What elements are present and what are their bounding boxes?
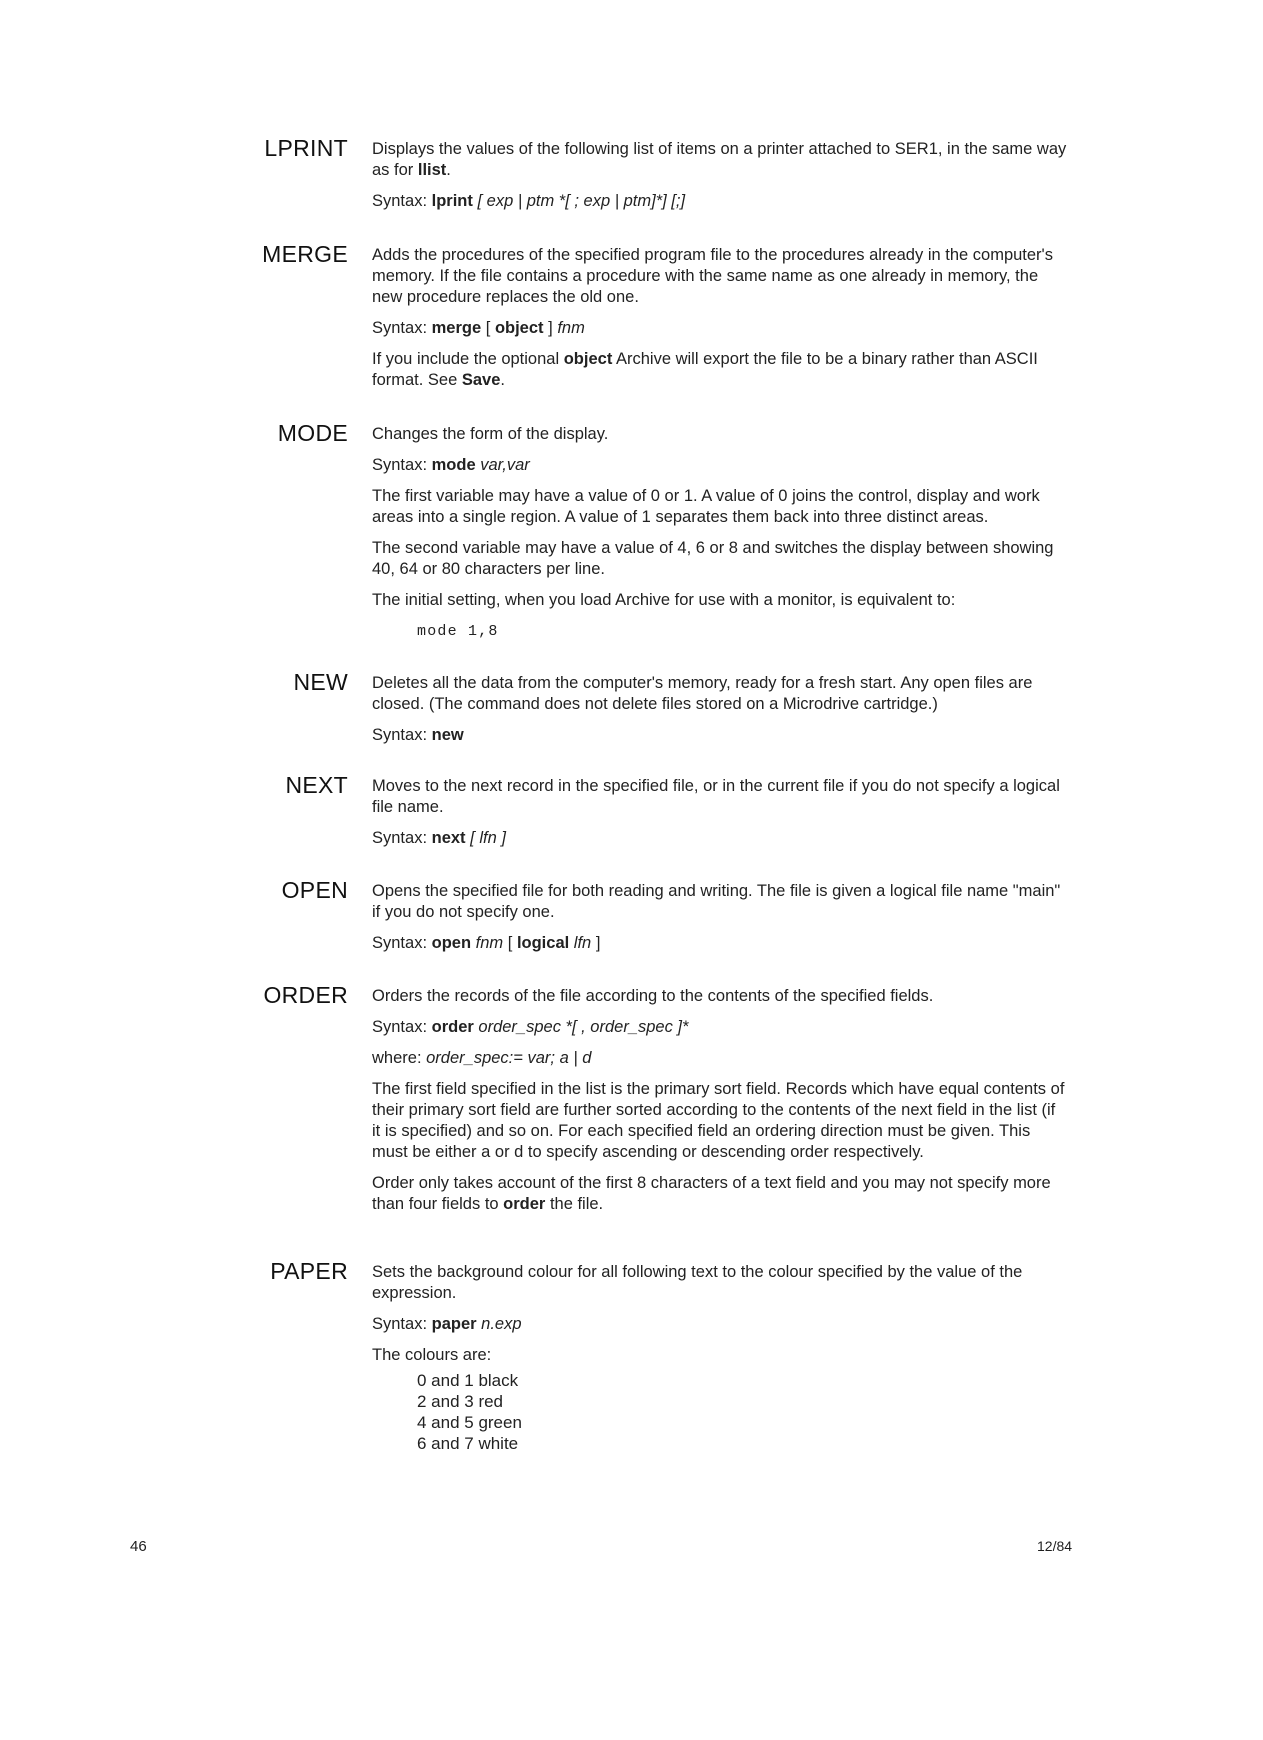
- colour-item: 2 and 3 red: [417, 1392, 504, 1411]
- description-text: the file.: [545, 1195, 604, 1213]
- syntax-line: [372, 1017, 1067, 1038]
- term-description: [372, 776, 1067, 859]
- syntax-args: fnm: [557, 319, 585, 337]
- term-description: [372, 673, 1067, 756]
- term-heading: MERGE: [262, 241, 348, 267]
- term-description: [372, 881, 1067, 964]
- description-text: The initial setting, when you load Archive for use with a monitor, is equivalent to:: [372, 591, 956, 609]
- colours-intro: The colours are:: [372, 1346, 492, 1364]
- syntax-label: Syntax:: [372, 934, 428, 952]
- description-text: Moves to the next record in the specified file, or in the current file if you do not specify a logical file name.: [372, 777, 1060, 816]
- syntax-bracket: ]: [548, 319, 553, 337]
- page-number: 46: [130, 1538, 147, 1555]
- description-text: Opens the specified file for both reading and writing. The file is given a logical file name "main" if you do not specify one.: [372, 882, 1061, 921]
- term-description: [372, 1262, 1067, 1454]
- syntax-label: Syntax:: [372, 319, 428, 337]
- syntax-args: n.exp: [481, 1315, 522, 1333]
- syntax-keyword: logical: [516, 934, 570, 952]
- term-description: [372, 986, 1067, 1225]
- syntax-args: order_spec *[ , order_spec ]*: [478, 1018, 689, 1036]
- syntax-label: where:: [372, 1049, 422, 1067]
- description-text: The first variable may have a value of 0 or 1. A value of 0 joins the control, display and work areas into a single region. A value of 1 separates them back into three distinct areas.: [372, 487, 1040, 526]
- term-description: [372, 139, 1067, 222]
- syntax-args: [ lfn ]: [470, 829, 506, 847]
- colour-item: 0 and 1 black: [417, 1371, 519, 1390]
- syntax-keyword: object: [494, 319, 544, 337]
- syntax-bracket: ]: [595, 934, 601, 952]
- footer-date: 12/84: [1037, 1538, 1073, 1554]
- syntax-line: [372, 933, 1067, 954]
- term-heading: MODE: [277, 420, 348, 446]
- where-line: [372, 1048, 1067, 1069]
- syntax-label: Syntax:: [372, 1018, 428, 1036]
- term-heading: NEXT: [285, 772, 348, 798]
- syntax-args: lfn: [573, 934, 592, 952]
- syntax-label: Syntax:: [372, 456, 428, 474]
- description-text: .: [500, 371, 506, 389]
- syntax-line: [372, 191, 1067, 212]
- keyword: Save: [461, 371, 501, 389]
- description-text: .: [446, 161, 451, 179]
- syntax-keyword: new: [431, 726, 464, 744]
- syntax-keyword: merge: [431, 319, 482, 337]
- syntax-keyword: mode: [431, 456, 476, 474]
- syntax-args: var,var: [480, 456, 530, 474]
- syntax-label: Syntax:: [372, 726, 428, 744]
- description-text: Deletes all the data from the computer's memory, ready for a fresh start. Any open files are closed. (The command does not delete files stored on a Microdrive cartridge.): [372, 674, 1033, 713]
- description-text: The second variable may have a value of 4, 6 or 8 and switches the display between showing 40, 64 or 80 characters per line.: [372, 539, 1054, 578]
- term-heading: OPEN: [281, 877, 348, 903]
- term-heading: NEW: [293, 669, 348, 695]
- colour-item: 4 and 5 green: [417, 1413, 522, 1432]
- description-text: If you include the optional: [372, 350, 564, 368]
- syntax-line: [372, 828, 1067, 849]
- syntax-line: [372, 725, 1067, 746]
- term-heading: PAPER: [270, 1258, 348, 1284]
- description-text: The first field specified in the list is the primary sort field. Records which have equal contents of their primary sort field are further sorted according to the contents of the next field in the list (if it is specified) and so on. For each specified field an ordering direction must be given. This must be either a or d to specify ascending or descending order respectively.: [372, 1080, 1065, 1161]
- term-description: [372, 424, 1067, 642]
- description-text: Orders the records of the file according to the contents of the specified fields.: [372, 987, 934, 1005]
- syntax-line: [372, 318, 1067, 339]
- colours-list: [417, 1370, 1067, 1454]
- term-heading: ORDER: [263, 982, 348, 1008]
- syntax-label: Syntax:: [372, 829, 428, 847]
- syntax-keyword: order: [431, 1018, 474, 1036]
- term-description: [372, 245, 1067, 401]
- syntax-label: Syntax:: [372, 192, 428, 210]
- keyword: order: [503, 1195, 546, 1213]
- syntax-keyword: next: [431, 829, 466, 847]
- keyword: object: [563, 350, 613, 368]
- syntax-keyword: open: [431, 934, 472, 952]
- syntax-keyword: paper: [431, 1315, 477, 1333]
- syntax-line: [372, 455, 1067, 476]
- description-text: Displays the values of the following list of items on a printer attached to SER1, in the same way as for: [372, 140, 1067, 179]
- description-text: Adds the procedures of the specified program file to the procedures already in the computer's memory. If the file contains a procedure with the same name as one already in memory, the new procedure replaces the old one.: [372, 246, 1053, 306]
- description-text: Sets the background colour for all following text to the colour specified by the value of the expression.: [372, 1263, 1023, 1302]
- description-text: Changes the form of the display.: [372, 425, 609, 443]
- description-text: Order only takes account of the first 8 characters of a text field and you may not specify more than four fields to: [372, 1174, 1051, 1213]
- description-text: Archive will export the file to be a binary rather than ASCII format. See: [372, 350, 1038, 389]
- syntax-args: fnm: [475, 934, 504, 952]
- code-example: mode 1,8: [417, 623, 499, 640]
- keyword: llist: [417, 161, 447, 179]
- term-heading: LPRINT: [264, 135, 348, 161]
- syntax-keyword: lprint: [431, 192, 473, 210]
- note-text: [372, 1173, 1067, 1215]
- syntax-args: order_spec:= var; a | d: [426, 1049, 592, 1067]
- syntax-bracket: [: [507, 934, 513, 952]
- colour-item: 6 and 7 white: [417, 1434, 519, 1453]
- syntax-bracket: [: [485, 319, 491, 337]
- note-text: [372, 349, 1067, 391]
- syntax-line: [372, 1314, 1067, 1335]
- syntax-args: [ exp | ptm *[ ; exp | ptm]*] [;]: [477, 192, 686, 210]
- syntax-label: Syntax:: [372, 1315, 428, 1333]
